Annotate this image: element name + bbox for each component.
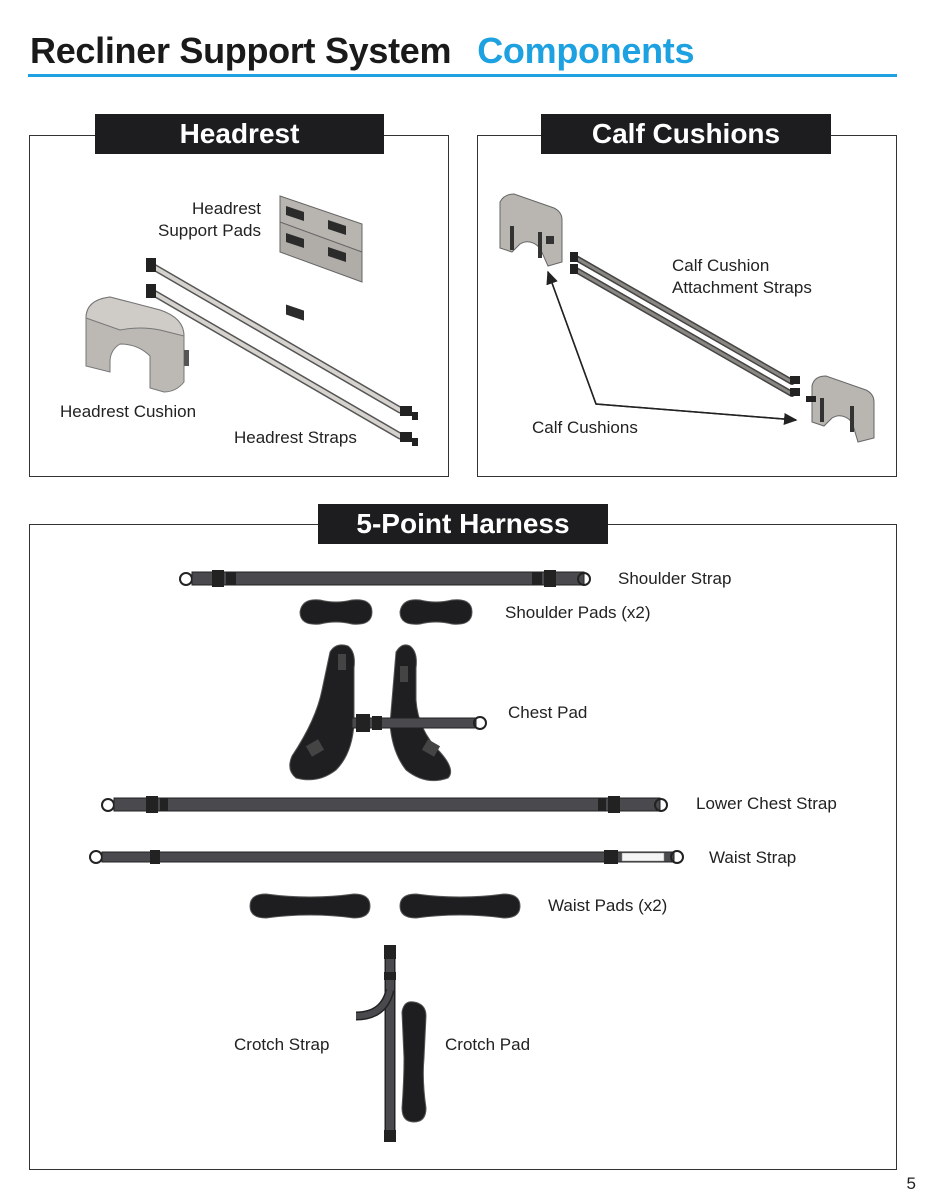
crotch-strap-label: Crotch Strap: [234, 1035, 330, 1054]
lower-chest-strap-icon: [102, 796, 667, 813]
headrest-cushion-label: Headrest Cushion: [60, 402, 197, 421]
shoulder-pad-icon: [300, 600, 472, 625]
crotch-pad-label: Crotch Pad: [445, 1035, 531, 1054]
shoulder-strap-label: Shoulder Strap: [618, 569, 732, 588]
page-title-main: Recliner Support System: [30, 30, 452, 71]
headrest-straps-label: Headrest Straps: [234, 428, 357, 447]
headrest-support-pads-label-line1: Headrest: [192, 199, 261, 218]
calf-arrow-head-left: [548, 272, 596, 404]
calf-straps-label-line2: Attachment Straps: [672, 278, 812, 297]
headrest-support-pads-label: [140, 198, 261, 242]
harness-panel-title: 5-Point Harness: [318, 504, 608, 544]
headrest-cushion-icon: [86, 297, 189, 392]
waist-strap-icon: [90, 850, 683, 864]
calf-cushion-icon: [806, 376, 874, 442]
headrest-support-pads-icon: [280, 196, 362, 321]
waist-pads-label: Waist Pads (x2): [548, 896, 668, 915]
shoulder-pads-label: Shoulder Pads (x2): [505, 603, 651, 622]
page-number: 5: [906, 1174, 916, 1193]
calf-straps-label: [672, 255, 812, 299]
crotch-pad-icon: [402, 1002, 426, 1122]
headrest-panel-title: Headrest: [95, 114, 384, 154]
page-title-accent: Components: [477, 30, 695, 71]
headrest-support-pads-label-line2: Support Pads: [157, 221, 261, 240]
lower-chest-strap-label: Lower Chest Strap: [696, 794, 837, 813]
calf-panel-title: Calf Cushions: [541, 114, 831, 154]
calf-straps-label-line1: Calf Cushion: [672, 256, 770, 275]
crotch-strap-icon: [356, 945, 396, 1142]
chest-pad-icon: [290, 645, 486, 781]
shoulder-strap-icon: [180, 570, 590, 587]
waist-pad-icon: [250, 894, 520, 918]
chest-pad-label: Chest Pad: [508, 703, 588, 722]
calf-cushion-icon: [500, 194, 562, 266]
waist-strap-label: Waist Strap: [709, 848, 797, 867]
calf-cushions-label: Calf Cushions: [532, 418, 638, 437]
